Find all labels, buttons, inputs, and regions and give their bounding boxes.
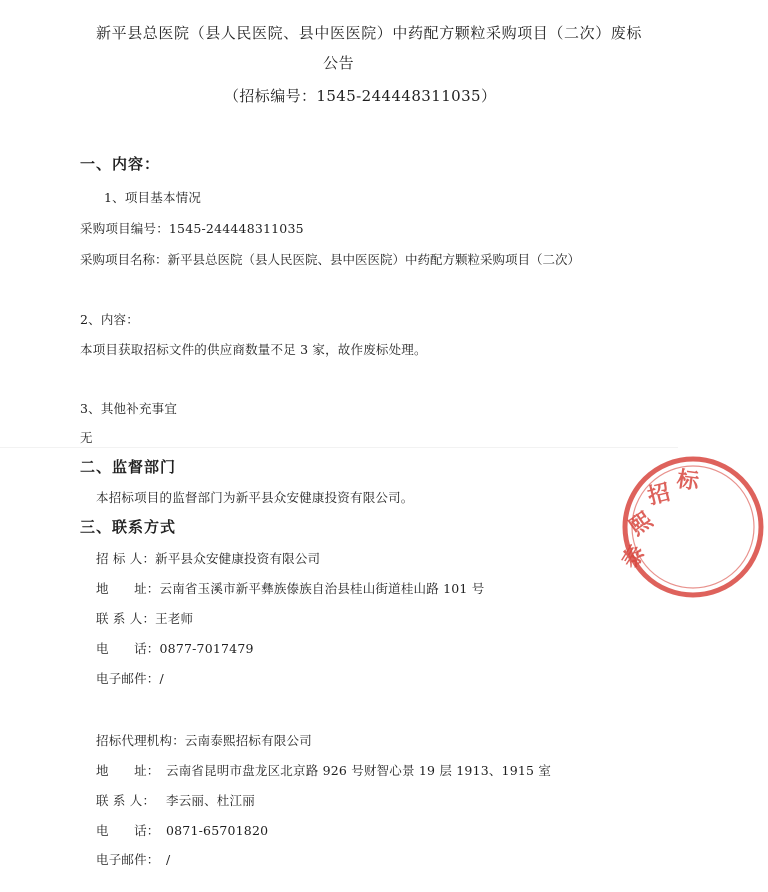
- project-number: 采购项目编号：1545-244448311035: [80, 221, 304, 236]
- agency-contact-label: 联 系 人：: [96, 793, 156, 808]
- svg-text:泰: 泰: [617, 541, 651, 574]
- agency-name-value: 云南泰熙招标有限公司: [184, 733, 312, 748]
- section-heading-contact: 三、联系方式: [80, 518, 177, 536]
- svg-text:标: 标: [675, 467, 701, 496]
- tenderer-phone: [96, 641, 254, 657]
- agency-address: [96, 763, 551, 779]
- agency-phone: [96, 823, 268, 839]
- tenderer-name-value: 新平县众安健康投资有限公司: [155, 551, 321, 566]
- agency-phone-value: 0871-65701820: [166, 823, 269, 838]
- content-text: 本项目获取招标文件的供应商数量不足 3 家，故作废标处理。: [80, 342, 427, 357]
- svg-text:招: 招: [645, 480, 673, 510]
- tenderer-address-value: 云南省玉溪市新平彝族傣族自治县桂山街道桂山路 101 号: [159, 581, 485, 596]
- tenderer-contact-label: 联 系 人：: [96, 611, 156, 626]
- subheading-content: 2、内容：: [80, 312, 139, 327]
- svg-text:熙: 熙: [625, 507, 658, 541]
- agency-contact: [96, 793, 255, 809]
- section-heading-supervision: 二、监督部门: [80, 458, 177, 476]
- document-title-line2: 公告: [323, 54, 355, 72]
- tenderer-email: [96, 671, 164, 687]
- agency-phone-label: 电 话：: [96, 823, 160, 838]
- agency-contact-value: 李云丽、杜江丽: [166, 793, 255, 808]
- tenderer-name-label: 招 标 人：: [96, 551, 156, 566]
- document-title: 新平县总医院（县人民医院、县中医医院）中药配方颗粒采购项目（二次）废标: [96, 24, 643, 42]
- tenderer-phone-value: 0877-7017479: [159, 641, 254, 656]
- agency-email: [96, 852, 170, 868]
- scan-line: [0, 447, 678, 448]
- tenderer-email-value: /: [159, 671, 164, 686]
- tenderer-contact-value: 王老师: [155, 611, 194, 626]
- company-seal-icon: [618, 452, 768, 602]
- agency-address-label: 地 址：: [96, 763, 160, 778]
- agency-email-value: /: [166, 852, 171, 867]
- agency-address-value: 云南省昆明市盘龙区北京路 926 号财智心景 19 层 1913、1915 室: [166, 763, 552, 778]
- subheading-other-matters: 3、其他补充事宜: [80, 401, 178, 416]
- section-heading-content: 一、内容：: [80, 155, 161, 173]
- bid-number: （招标编号：1545-244448311035）: [224, 87, 497, 105]
- agency-name-label: 招标代理机构：: [96, 733, 185, 748]
- supervision-text: 本招标项目的监督部门为新平县众安健康投资有限公司。: [96, 490, 414, 505]
- subheading-project-info: 1、项目基本情况: [104, 190, 202, 205]
- tenderer-contact: [96, 611, 193, 627]
- agency-name: [96, 733, 312, 749]
- tenderer-address: [96, 581, 484, 597]
- tenderer-address-label: 地 址：: [96, 581, 160, 596]
- other-matters-text: 无: [80, 430, 93, 445]
- tenderer-phone-label: 电 话：: [96, 641, 160, 656]
- agency-email-label: 电子邮件：: [96, 852, 160, 867]
- project-name: 采购项目名称：新平县总医院（县人民医院、县中医医院）中药配方颗粒采购项目（二次）: [80, 252, 581, 267]
- tenderer-name: [96, 551, 320, 567]
- tenderer-email-label: 电子邮件：: [96, 671, 160, 686]
